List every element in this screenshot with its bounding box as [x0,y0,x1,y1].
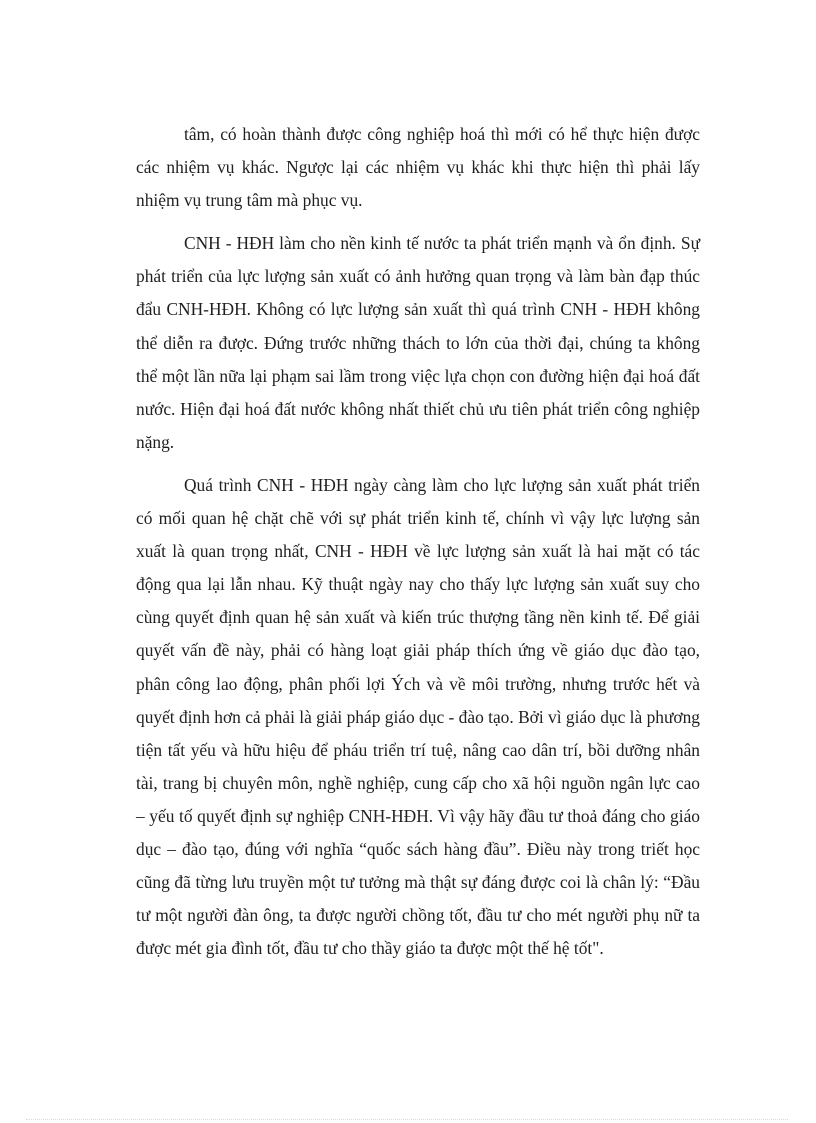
document-body [136,118,700,965]
paragraph-1: tâm, có hoàn thành được công nghiệp hoá thì mới có hể thực hiện được các nhiệm vụ khác. Ngược lại các nhiệm vụ khác khi thực hiện thì phải lấy nhiệm vụ trung tâm mà phục vụ. [136,124,700,211]
paragraph-2: CNH - HĐH làm cho nền kinh tế nước ta phát triển mạnh và ổn định. Sự phát triển của lực lượng sản xuất có ảnh hưởng quan trọng và làm bàn đạp thúc đẩu CNH-HĐH. Không có lực lượng sản xuất thì quá trình CNH - HĐH không thể diễn ra được. Đứng trước những thách to lớn của thời đại, chúng ta không thể một lần nữa lại phạm sai lầm trong việc lựa chọn con đường hiện đại hoá đất nước. Hiện đại hoá đất nước không nhất thiết chủ ưu tiên phát triển công nghiệp nặng. [136,233,700,452]
page-bottom-dotted-divider [26,1119,788,1120]
paragraph-3: Quá trình CNH - HĐH ngày càng làm cho lực lượng sản xuất phát triển có mối quan hệ chặt chẽ với sự phát triển kinh tế, chính vì vậy lực lượng sản xuất là quan trọng nhất, CNH - HĐH về lực lượng sản xuất là hai mặt có tác động qua lại lẫn nhau. Kỹ thuật ngày nay cho thấy lực lượng sản xuất suy cho cùng quyết định quan hệ sản xuất và kiến trúc thượng tầng nền kinh tế. Để giải quyết vấn đề này, phải có hàng loạt giải pháp thích ứng về giáo dục đào tạo, phân công lao động, phân phối lợi Ých và về môi trường, nhưng trước hết và quyết định hơn cả phải là giải pháp giáo dục - đào tạo. Bởi vì giáo dục là phương tiện tất yếu và hữu hiệu để pháu triển trí tuệ, nâng cao dân trí, bồi dưỡng nhân tài, trang bị chuyên môn, nghề nghiệp, cung cấp cho xã hội nguồn ngân lực cao – yếu tố quyết định sự nghiệp CNH-HĐH. Vì vậy hãy đầu tư thoả đáng cho giáo dục – đào tạo, đúng với nghĩa “quốc sách hàng đầu”. Điều này trong triết học cũng đã từng lưu truyền một tư tưởng mà thật sự đáng được coi là chân lý: “Đầu tư một người đàn ông, ta được người chồng tốt, đầu tư cho mét người phụ nữ ta được mét gia đình tốt, đầu tư cho thầy giáo ta được một thế hệ tốt". [136,474,700,959]
